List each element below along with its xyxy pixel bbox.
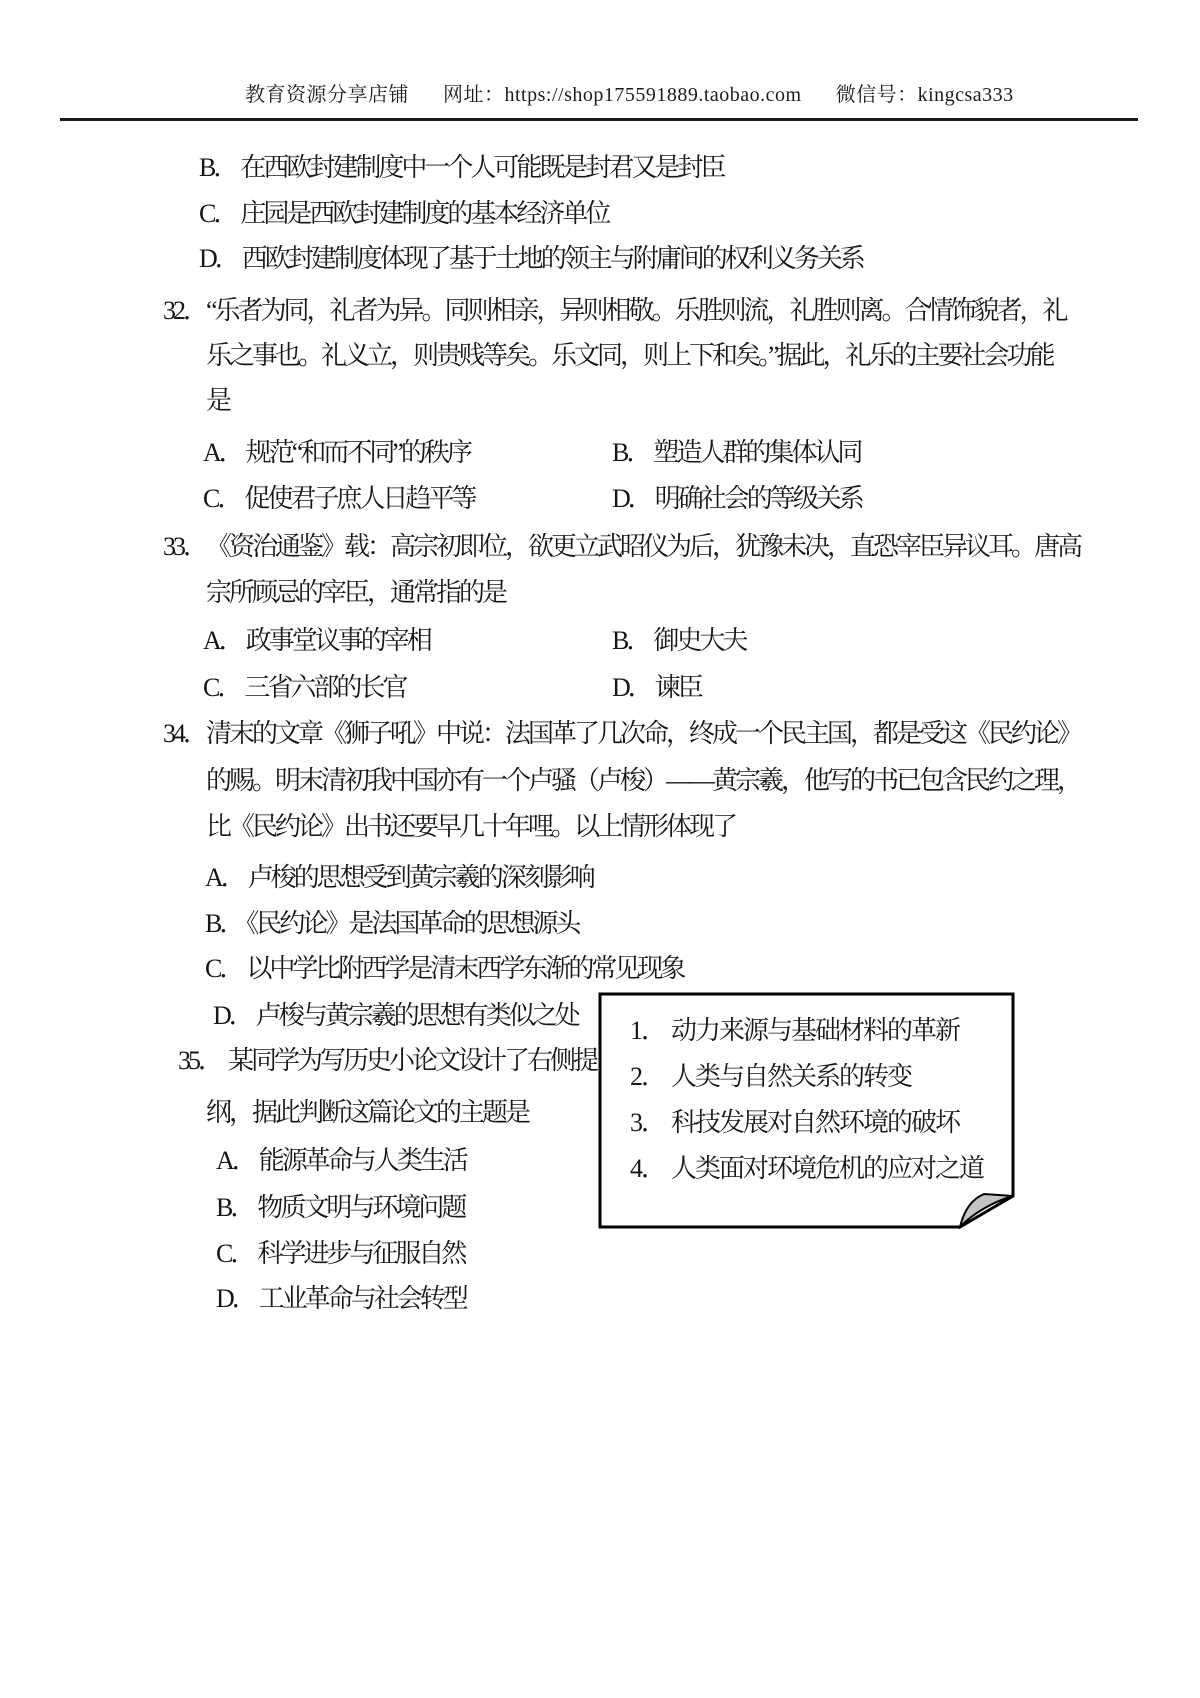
outline-item-text: 科技发展对自然环境的破坏 bbox=[671, 1108, 960, 1137]
q32-option-c bbox=[203, 484, 474, 514]
option-text: 御史大夫 bbox=[653, 626, 746, 655]
option-label: C． bbox=[216, 1239, 254, 1268]
q35-stem-line-1: 某同学为写历史小论文设计了右侧提 bbox=[228, 1046, 597, 1075]
q35-stem-line-2: 纲，据此判断这篇论文的主题是 bbox=[206, 1098, 529, 1127]
outline-item-number: 2． bbox=[630, 1062, 666, 1091]
q35-option-b bbox=[216, 1193, 464, 1223]
q33-option-b bbox=[612, 626, 745, 656]
option-text: 在西欧封建制度中一个人可能既是封君又是封臣 bbox=[240, 153, 724, 182]
q32-number: 32． bbox=[163, 296, 207, 325]
option-text: 卢梭与黄宗羲的思想有类似之处 bbox=[255, 1001, 578, 1030]
q34-option-c bbox=[205, 954, 683, 984]
q34-option-a bbox=[205, 863, 593, 893]
q34-number: 34． bbox=[163, 719, 207, 748]
outline-item-3 bbox=[630, 1100, 983, 1146]
q34-stem-line-1: 清末的文章《狮子吼》中说：法国革了几次命，终成一个民主国，都是受这《民约论》 bbox=[206, 719, 1081, 748]
outline-item-2 bbox=[630, 1054, 983, 1100]
outline-item-number: 4． bbox=[630, 1154, 666, 1183]
option-text: 物质文明与环境问题 bbox=[257, 1193, 465, 1222]
outline-items bbox=[630, 1008, 983, 1192]
outline-item-number: 3． bbox=[630, 1108, 666, 1137]
option-label: A． bbox=[203, 626, 242, 655]
option-text: 卢梭的思想受到黄宗羲的深刻影响 bbox=[247, 863, 593, 892]
outline-item-text: 动力来源与基础材料的革新 bbox=[671, 1016, 960, 1045]
option-text: 谏臣 bbox=[654, 673, 701, 702]
option-label: B． bbox=[205, 909, 243, 938]
outline-item-text: 人类与自然关系的转变 bbox=[671, 1062, 912, 1091]
option-label: A． bbox=[203, 438, 242, 467]
q35-number: 35． bbox=[178, 1046, 222, 1075]
q33-option-d bbox=[612, 673, 701, 703]
q31-option-c bbox=[199, 199, 608, 229]
option-label: D． bbox=[216, 1284, 255, 1313]
header-wechat-id: 微信号：kingcsa333 bbox=[835, 84, 1014, 106]
q35-option-d bbox=[216, 1284, 466, 1314]
q34-stem-line-2: 的赐。明末清初我中国亦有一个卢骚（卢梭）——黄宗羲，他写的书已包含民约之理， bbox=[206, 766, 1081, 795]
q33-stem-line-1: 《资治通鉴》载：高宗初即位，欲更立武昭仪为后，犹豫未决，直恐宰臣异议耳。唐高 bbox=[206, 532, 1081, 561]
option-label: B． bbox=[199, 153, 237, 182]
q33-number: 33． bbox=[163, 532, 207, 561]
option-text: 三省六部的长官 bbox=[244, 673, 406, 702]
header-shop-name: 教育资源分享店铺 bbox=[245, 84, 409, 106]
option-label: C． bbox=[203, 484, 241, 513]
q31-option-d bbox=[199, 244, 863, 274]
option-label: B． bbox=[612, 438, 650, 467]
option-text: 塑造人群的集体认同 bbox=[653, 438, 861, 467]
option-label: A． bbox=[216, 1146, 255, 1175]
header-divider bbox=[60, 118, 1138, 121]
q34-option-b bbox=[205, 909, 578, 939]
option-text: 规范“和而不同”的秩序 bbox=[245, 438, 470, 467]
q34-option-d bbox=[213, 1001, 578, 1031]
option-text: 促使君子庶人日趋平等 bbox=[244, 484, 475, 513]
q35-option-a bbox=[216, 1146, 466, 1176]
option-text: 政事堂议事的宰相 bbox=[245, 626, 430, 655]
option-label: B． bbox=[216, 1193, 254, 1222]
q32-option-b bbox=[612, 438, 860, 468]
option-label: C． bbox=[203, 673, 241, 702]
q32-stem-line-1: “乐者为同，礼者为异。同则相亲，异则相敬。乐胜则流，礼胜则离。合情饰貌者，礼 bbox=[206, 296, 1066, 325]
q32-stem-line-3: 是 bbox=[206, 386, 230, 415]
option-text: 西欧封建制度体现了基于土地的领主与附庸间的权利义务关系 bbox=[241, 244, 863, 273]
option-text: 科学进步与征服自然 bbox=[257, 1239, 465, 1268]
option-label: D． bbox=[612, 673, 651, 702]
header-site-url: 网址：https://shop175591889.taobao.com bbox=[443, 84, 802, 106]
q33-option-a bbox=[203, 626, 430, 656]
outline-item-number: 1． bbox=[630, 1016, 666, 1045]
q32-option-d bbox=[612, 484, 862, 514]
option-label: D． bbox=[612, 484, 651, 513]
option-label: B． bbox=[612, 626, 650, 655]
outline-item-1 bbox=[630, 1008, 983, 1054]
outline-item-4 bbox=[630, 1146, 983, 1192]
option-label: C． bbox=[199, 199, 237, 228]
q34-stem-line-3: 比《民约论》出书还要早几十年哩。以上情形体现了 bbox=[206, 812, 736, 841]
outline-note-box bbox=[598, 992, 1015, 1229]
q35-option-c bbox=[216, 1239, 464, 1269]
option-text: 明确社会的等级关系 bbox=[654, 484, 862, 513]
q33-option-c bbox=[203, 673, 405, 703]
option-label: A． bbox=[205, 863, 244, 892]
header bbox=[245, 78, 1014, 107]
q31-option-b bbox=[199, 153, 723, 183]
option-label: D． bbox=[199, 244, 238, 273]
q32-stem-line-2: 乐之事也。礼义立，则贵贱等矣。乐文同，则上下和矣。”据此，礼乐的主要社会功能 bbox=[206, 341, 1053, 370]
q33-stem-line-2: 宗所顾忌的宰臣，通常指的是 bbox=[206, 578, 506, 607]
outline-item-text: 人类面对环境危机的应对之道 bbox=[671, 1154, 984, 1183]
option-label: D． bbox=[213, 1001, 252, 1030]
option-text: 《民约论》是法国革命的思想源头 bbox=[246, 909, 579, 938]
option-text: 以中学比附西学是清末西学东渐的常见现象 bbox=[246, 954, 684, 983]
q32-option-a bbox=[203, 438, 470, 468]
option-text: 能源革命与人类生活 bbox=[258, 1146, 466, 1175]
option-text: 庄园是西欧封建制度的基本经济单位 bbox=[240, 199, 609, 228]
option-label: C． bbox=[205, 954, 243, 983]
option-text: 工业革命与社会转型 bbox=[258, 1284, 466, 1313]
